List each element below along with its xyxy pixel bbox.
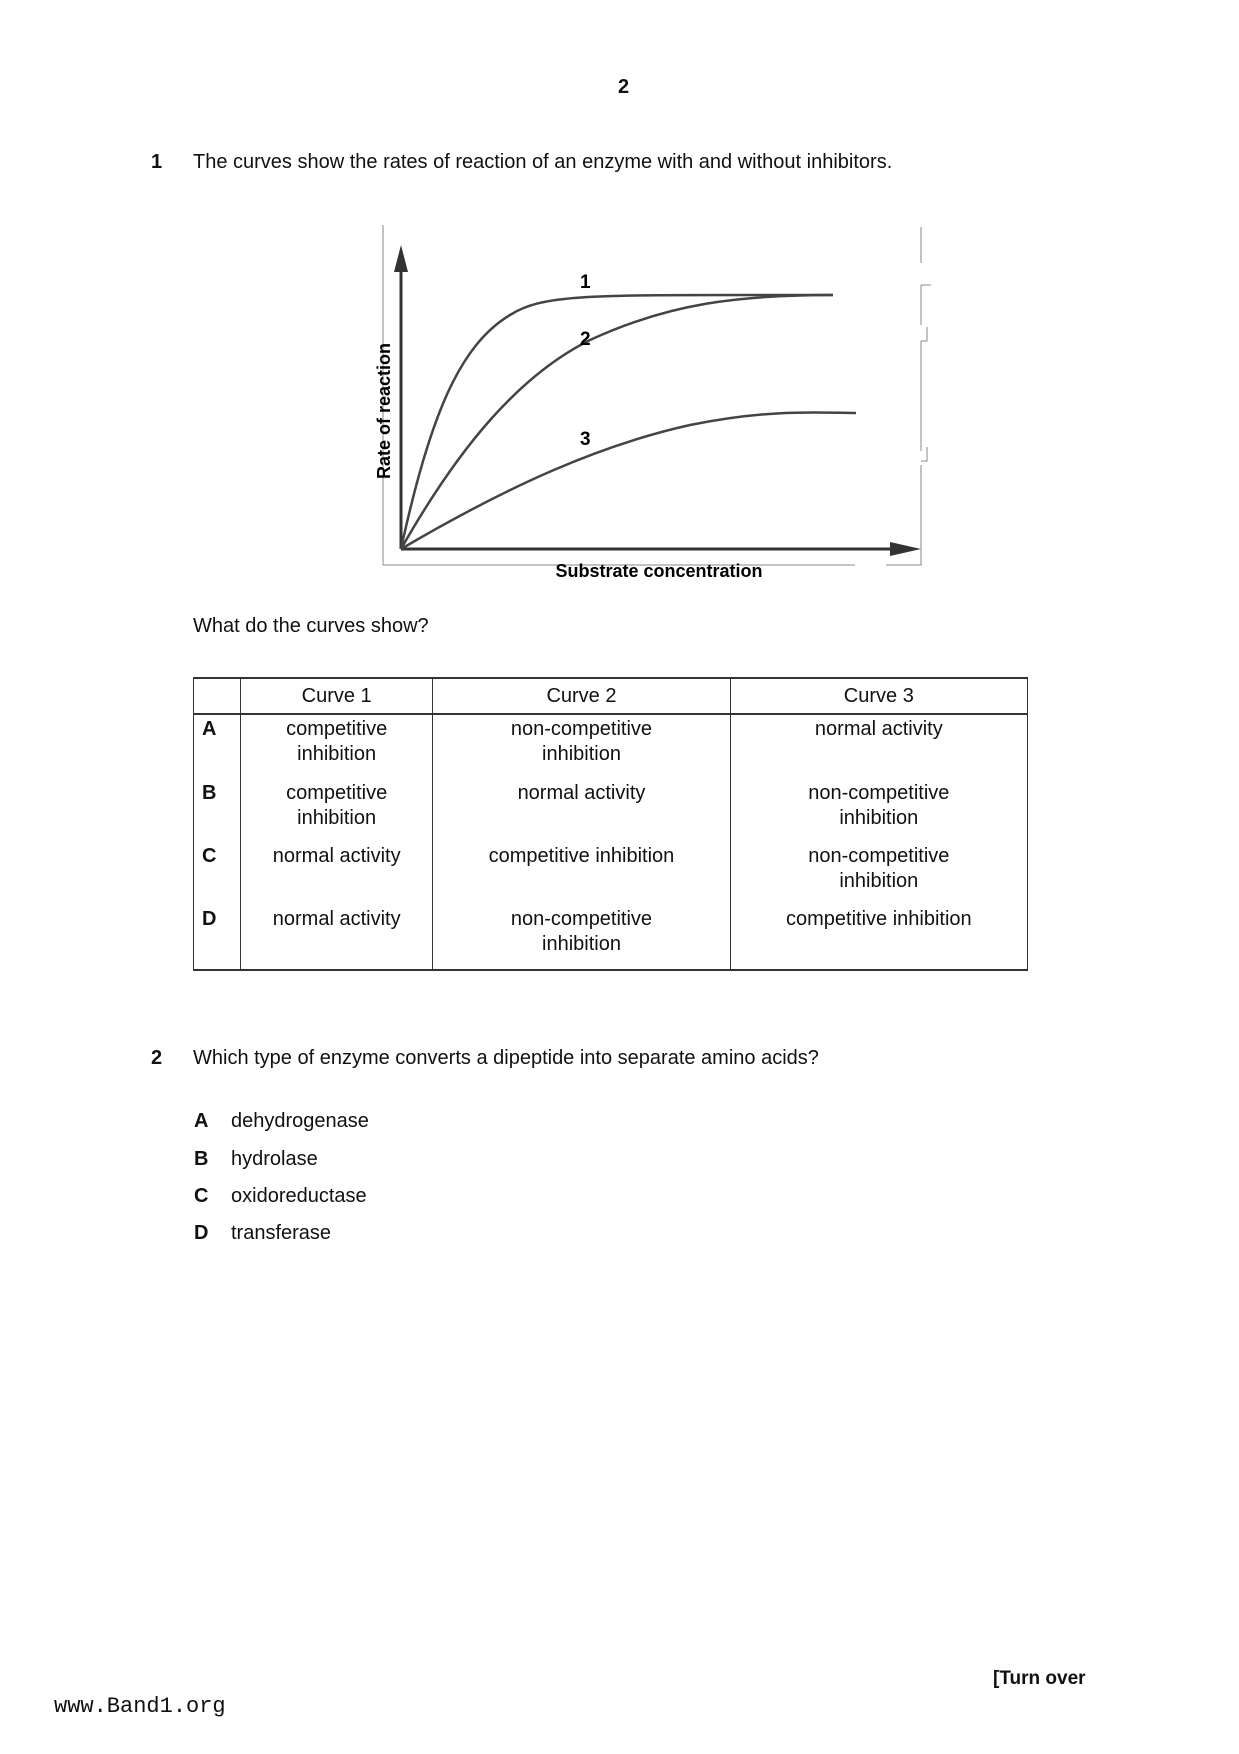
turn-over-label: [Turn over — [993, 1668, 1086, 1689]
answer-table — [193, 677, 1028, 971]
option-d — [194, 1222, 331, 1245]
question-1-number: 1 — [151, 151, 163, 173]
curve-1-label: 1 — [580, 272, 591, 293]
option-c — [194, 1185, 367, 1208]
option-letter: C — [194, 1185, 209, 1207]
cell-curve-2: non-competitive inhibition — [433, 714, 730, 779]
cell-curve-2: competitive inhibition — [433, 842, 730, 905]
cell-curve-2: normal activity — [433, 779, 730, 842]
x-axis-label: Substrate concentration — [555, 561, 763, 581]
curve-2 — [401, 295, 833, 549]
enzyme-rate-graph — [370, 215, 940, 585]
option-a — [194, 1110, 369, 1133]
option-text: hydrolase — [231, 1148, 318, 1170]
cell-curve-1: normal activity — [241, 905, 433, 970]
page-number: 2 — [618, 76, 630, 98]
header-curve-2: Curve 2 — [433, 678, 730, 714]
curve-3 — [401, 412, 856, 549]
cell-curve-3: non-competitive inhibition — [730, 842, 1027, 905]
y-axis-arrow — [394, 245, 408, 272]
row-letter: A — [194, 714, 241, 779]
cell-curve-1: competitive inhibition — [241, 714, 433, 779]
row-letter: B — [194, 779, 241, 842]
cell-curve-2: non-competitive inhibition — [433, 905, 730, 970]
y-axis-label: Rate of reaction — [374, 342, 394, 480]
header-curve-1: Curve 1 — [241, 678, 433, 714]
question-1-prompt: What do the curves show? — [193, 615, 429, 637]
row-letter: D — [194, 905, 241, 970]
option-letter: B — [194, 1148, 209, 1170]
option-letter: A — [194, 1110, 209, 1132]
table-row-b — [194, 779, 1028, 842]
question-2-text: Which type of enzyme converts a dipeptide into separate amino acids? — [193, 1047, 819, 1069]
option-text: dehydrogenase — [231, 1110, 369, 1132]
x-axis-arrow — [890, 542, 921, 556]
header-curve-3: Curve 3 — [730, 678, 1027, 714]
question-2-number: 2 — [151, 1047, 163, 1069]
table-row-a — [194, 714, 1028, 779]
curve-3-label: 3 — [580, 429, 591, 450]
option-letter: D — [194, 1222, 209, 1244]
option-text: oxidoreductase — [231, 1185, 367, 1207]
cell-curve-1: normal activity — [241, 842, 433, 905]
table-row-d — [194, 905, 1028, 970]
option-text: transferase — [231, 1222, 332, 1244]
cell-curve-3: normal activity — [730, 714, 1027, 779]
cell-curve-3: non-competitive inhibition — [730, 779, 1027, 842]
question-1-text: The curves show the rates of reaction of an enzyme with and without inhibitors. — [193, 151, 893, 173]
header-blank — [194, 678, 241, 714]
row-letter: C — [194, 842, 241, 905]
cell-curve-1: competitive inhibition — [241, 779, 433, 842]
option-b — [194, 1148, 318, 1171]
curve-1 — [401, 295, 833, 549]
table-row-c — [194, 842, 1028, 905]
website-watermark: www.Band1.org — [54, 1694, 226, 1719]
table-header-row — [194, 678, 1028, 714]
curve-2-label: 2 — [580, 329, 591, 350]
cell-curve-3: competitive inhibition — [730, 905, 1027, 970]
